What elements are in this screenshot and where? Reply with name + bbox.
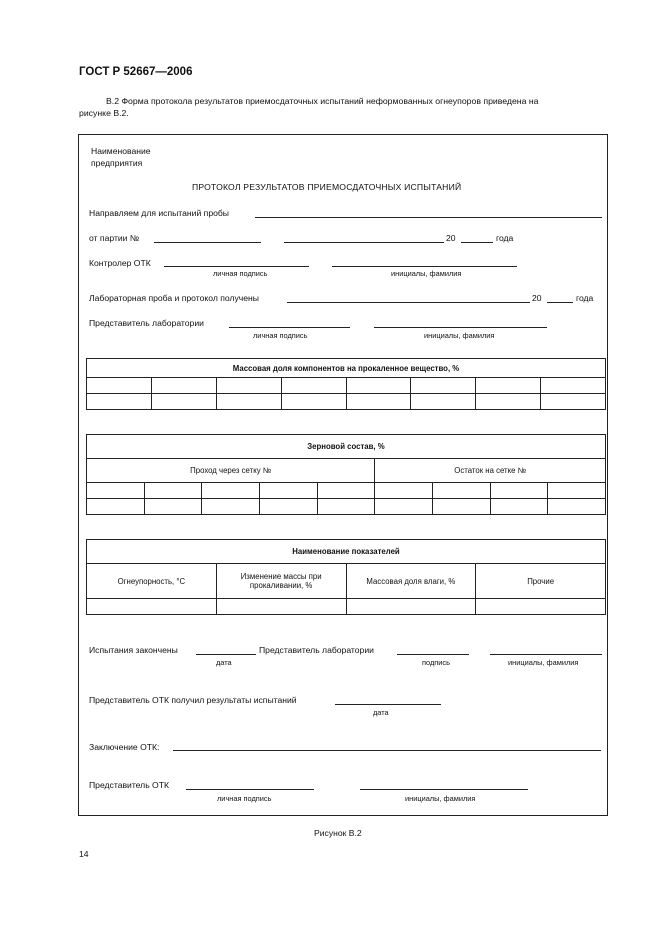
sent-field[interactable] — [255, 217, 602, 218]
lab-rep-name-field[interactable] — [374, 327, 547, 328]
mass-change-header: Изменение массы при прокаливании, % — [216, 564, 346, 599]
grain-table — [86, 434, 606, 515]
controller-label: Контролер ОТК — [89, 258, 151, 268]
table-cell[interactable] — [259, 499, 317, 515]
year-suffix-1: года — [496, 233, 514, 243]
otk-rep-signature-caption: личная подпись — [217, 794, 272, 803]
otk-received-date-field[interactable] — [335, 704, 441, 705]
table-cell[interactable] — [151, 394, 216, 410]
name-caption-2: инициалы, фамилия — [508, 658, 579, 667]
components-table-title: Массовая доля компонентов на прокаленное вещество, % — [87, 359, 606, 378]
intro-line-1: В.2 Форма протокола результатов приемосдаточных испытаний неформованных огнеупоров приведена на — [106, 96, 539, 106]
page-number: 14 — [79, 849, 89, 859]
controller-name-field[interactable] — [332, 266, 517, 267]
table-cell[interactable] — [202, 499, 260, 515]
lab-rep-name-field-2[interactable] — [490, 654, 602, 655]
table-cell[interactable] — [216, 394, 281, 410]
table-cell[interactable] — [346, 394, 411, 410]
table-cell[interactable] — [476, 599, 606, 615]
table-cell[interactable] — [317, 483, 375, 499]
table-cell[interactable] — [281, 378, 346, 394]
org-label-1: Наименование — [91, 146, 151, 156]
batch-number-field[interactable] — [154, 242, 261, 243]
otk-rep-signature-field[interactable] — [186, 789, 314, 790]
table-cell[interactable] — [87, 483, 145, 499]
indicators-table — [86, 539, 606, 615]
conclusion-label: Заключение ОТК: — [89, 742, 160, 752]
table-cell[interactable] — [476, 394, 541, 410]
intro-line-2: рисунке В.2. — [79, 108, 129, 118]
year-field-2[interactable] — [547, 302, 573, 303]
signature-caption: подпись — [422, 658, 450, 667]
grain-table-title: Зерновой состав, % — [87, 435, 606, 459]
table-cell[interactable] — [490, 483, 548, 499]
table-cell[interactable] — [548, 483, 606, 499]
pass-column-header: Проход через сетку № — [87, 459, 375, 483]
lab-rep-signature-field[interactable] — [229, 327, 350, 328]
table-cell[interactable] — [87, 378, 152, 394]
table-cell[interactable] — [411, 394, 476, 410]
table-cell[interactable] — [216, 378, 281, 394]
document-header: ГОСТ Р 52667—2006 — [79, 66, 193, 78]
lab-rep-signature-field-2[interactable] — [397, 654, 469, 655]
table-cell[interactable] — [87, 599, 217, 615]
table-cell[interactable] — [87, 499, 145, 515]
components-table — [86, 358, 606, 410]
table-cell[interactable] — [216, 599, 346, 615]
lab-rep-signature-caption: личная подпись — [253, 331, 308, 340]
lab-rep-name-caption: инициалы, фамилия — [424, 331, 495, 340]
lab-rep-label: Представитель лаборатории — [89, 318, 204, 328]
indicators-table-title: Наименование показателей — [87, 540, 606, 564]
table-cell[interactable] — [432, 483, 490, 499]
table-cell[interactable] — [411, 378, 476, 394]
table-cell[interactable] — [87, 394, 152, 410]
otk-rep-name-field[interactable] — [360, 789, 528, 790]
tests-done-date-field[interactable] — [196, 654, 256, 655]
table-cell[interactable] — [375, 499, 433, 515]
table-cell[interactable] — [346, 599, 476, 615]
figure-caption: Рисунок В.2 — [314, 828, 362, 838]
table-cell[interactable] — [317, 499, 375, 515]
table-cell[interactable] — [144, 499, 202, 515]
other-header: Прочие — [476, 564, 606, 599]
table-cell[interactable] — [346, 378, 411, 394]
table-cell[interactable] — [541, 378, 606, 394]
protocol-title: ПРОТОКОЛ РЕЗУЛЬТАТОВ ПРИЕМОСДАТОЧНЫХ ИСПЫТАНИЙ — [192, 182, 462, 192]
table-cell[interactable] — [375, 483, 433, 499]
controller-signature-field[interactable] — [164, 266, 309, 267]
table-cell[interactable] — [202, 483, 260, 499]
table-cell[interactable] — [281, 394, 346, 410]
residue-column-header: Остаток на сетке № — [375, 459, 606, 483]
batch-label: от партии № — [89, 233, 140, 243]
table-cell[interactable] — [541, 394, 606, 410]
otk-received-label: Представитель ОТК получил результаты испытаний — [89, 695, 297, 705]
sent-label: Направляем для испытаний пробы — [89, 208, 229, 218]
lab-sample-date-field[interactable] — [287, 302, 530, 303]
table-cell[interactable] — [490, 499, 548, 515]
year-field-1[interactable] — [461, 242, 493, 243]
otk-rep-name-caption: инициалы, фамилия — [405, 794, 476, 803]
conclusion-field[interactable] — [173, 750, 601, 751]
table-cell[interactable] — [151, 378, 216, 394]
moisture-header: Массовая доля влаги, % — [346, 564, 476, 599]
table-cell[interactable] — [476, 378, 541, 394]
tests-done-label: Испытания закончены — [89, 645, 178, 655]
year-suffix-2: года — [576, 293, 594, 303]
table-cell[interactable] — [432, 499, 490, 515]
refractoriness-header: Огнеупорность, °С — [87, 564, 217, 599]
org-label-2: предприятия — [91, 158, 143, 168]
lab-rep-label-2: Представитель лаборатории — [259, 645, 374, 655]
date-caption-1: дата — [216, 658, 232, 667]
year-prefix-1: 20 — [446, 233, 456, 243]
date-caption-2: дата — [373, 708, 389, 717]
year-prefix-2: 20 — [532, 293, 542, 303]
table-cell[interactable] — [259, 483, 317, 499]
table-cell[interactable] — [548, 499, 606, 515]
otk-rep-label: Представитель ОТК — [89, 780, 169, 790]
batch-date-field[interactable] — [284, 242, 444, 243]
controller-name-caption: инициалы, фамилия — [391, 269, 462, 278]
lab-sample-label: Лабораторная проба и протокол получены — [89, 293, 259, 303]
controller-signature-caption: личная подпись — [213, 269, 268, 278]
table-cell[interactable] — [144, 483, 202, 499]
